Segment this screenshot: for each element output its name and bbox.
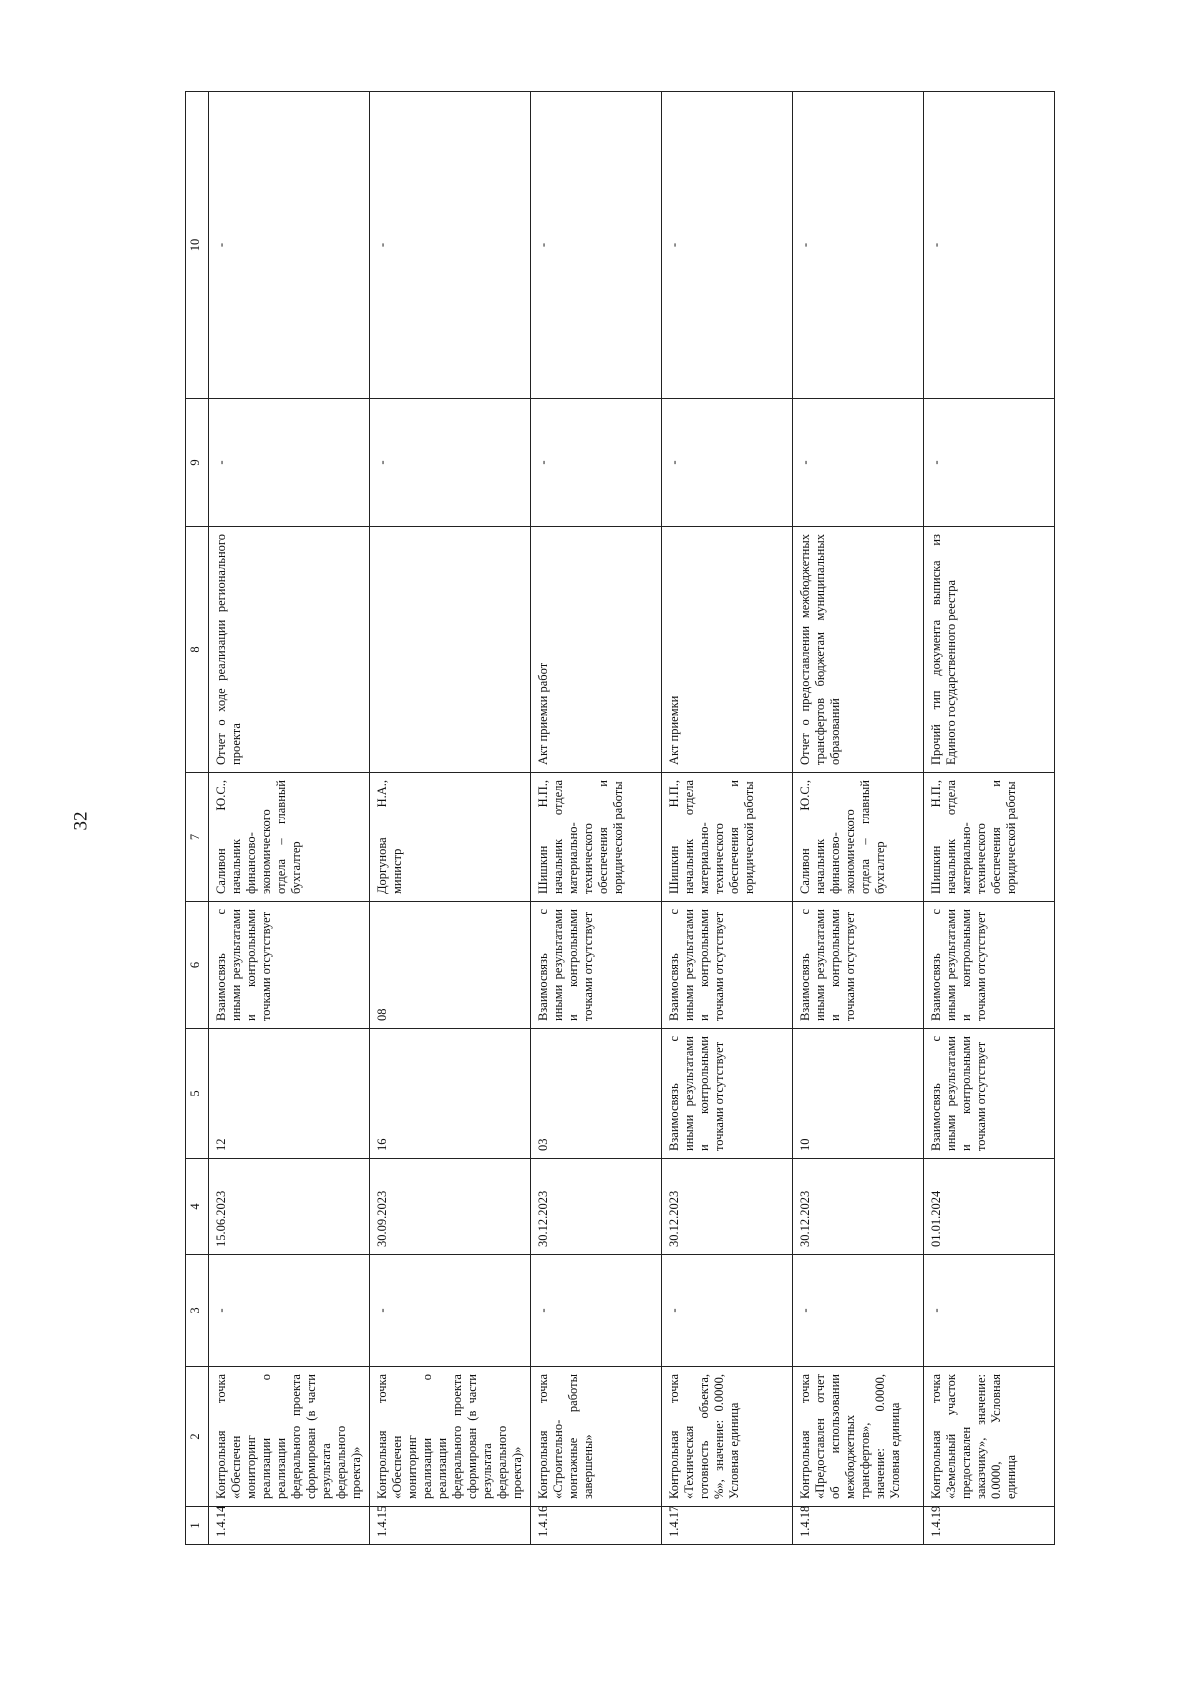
col6-value: Взаимосвязь с иными результатами и контрольными точками отсутствует [531, 902, 662, 1029]
row-number: 1.4.17 [662, 1507, 793, 1545]
col10-value: - [370, 92, 531, 399]
col6-value: Взаимосвязь с иными результатами и контрольными точками отсутствует [793, 902, 924, 1029]
col5-value: 12 [209, 1029, 370, 1159]
col6-value: Взаимосвязь с иными результатами и контрольными точками отсутствует [209, 902, 370, 1029]
row-number: 1.4.16 [531, 1507, 662, 1545]
col9-value: - [793, 399, 924, 527]
table-row [370, 92, 531, 1545]
control-point-name: Контрольная точка «Строительно-монтажные работы завершены» [531, 1367, 662, 1507]
header-cell: 9 [186, 399, 209, 527]
table-row [793, 92, 924, 1545]
responsible-person: Саливон Ю.С., начальник финансово-экономического отдела – главный бухгалтер [793, 773, 924, 902]
col3-value: - [531, 1255, 662, 1367]
col5-value: Взаимосвязь с иными результатами и контрольными точками отсутствует [662, 1029, 793, 1159]
responsible-person: Шишкин Н.П., начальник отдела материально-технического обеспечения и юридической работы [531, 773, 662, 902]
page-number: 32 [70, 811, 92, 831]
row-number: 1.4.14 [209, 1507, 370, 1545]
document-type: Отчет о ходе реализации регионального проекта [209, 527, 370, 773]
col6-value: Взаимосвязь с иными результатами и контрольными точками отсутствует [662, 902, 793, 1029]
row-number: 1.4.15 [370, 1507, 531, 1545]
col9-value: - [209, 399, 370, 527]
rotated-table-container [185, 92, 1075, 1545]
header-cell: 1 [186, 1507, 209, 1545]
date-value: 30.09.2023 [370, 1159, 531, 1255]
col3-value: - [370, 1255, 531, 1367]
responsible-person: Доргунова Н.А., министр [370, 773, 531, 902]
col5-value: 03 [531, 1029, 662, 1159]
col10-value: - [924, 92, 1055, 399]
responsible-person: Саливон Ю.С., начальник финансово-экономического отдела – главный бухгалтер [209, 773, 370, 902]
responsible-person: Шишкин Н.П., начальник отдела материально-технического обеспечения и юридической работы [662, 773, 793, 902]
col9-value: - [662, 399, 793, 527]
row-number: 1.4.19 [924, 1507, 1055, 1545]
col6-value: Взаимосвязь с иными результатами и контрольными точками отсутствует [924, 902, 1055, 1029]
col3-value: - [924, 1255, 1055, 1367]
document-type: Отчет о предоставлении межбюджетных трансфертов бюджетам муниципальных образований [793, 527, 924, 773]
header-row [186, 92, 209, 1545]
header-cell: 2 [186, 1367, 209, 1507]
col3-value: - [662, 1255, 793, 1367]
date-value: 30.12.2023 [662, 1159, 793, 1255]
col9-value: - [370, 399, 531, 527]
col9-value: - [531, 399, 662, 527]
col5-value: 16 [370, 1029, 531, 1159]
col10-value: - [662, 92, 793, 399]
document-type: Акт приемки [662, 527, 793, 773]
header-cell: 7 [186, 773, 209, 902]
table-row [924, 92, 1055, 1545]
control-point-name: Контрольная точка «Обеспечен мониторинг реализации о реализации федерального проекта сформирован (в части результата федерального проекта)» [370, 1367, 531, 1507]
document-type: Акт приемки работ [531, 527, 662, 773]
col5-value: 10 [793, 1029, 924, 1159]
header-cell: 4 [186, 1159, 209, 1255]
date-value: 30.12.2023 [531, 1159, 662, 1255]
date-value: 30.12.2023 [793, 1159, 924, 1255]
header-cell: 8 [186, 527, 209, 773]
date-value: 01.01.2024 [924, 1159, 1055, 1255]
col10-value: - [209, 92, 370, 399]
document-type: Прочий тип документа выписка из Единого государственного реестра [924, 527, 1055, 773]
document-type [370, 527, 531, 773]
header-cell: 5 [186, 1029, 209, 1159]
date-value: 15.06.2023 [209, 1159, 370, 1255]
table-row [209, 92, 370, 1545]
table-row [662, 92, 793, 1545]
col3-value: - [793, 1255, 924, 1367]
responsible-person: Шишкин Н.П., начальник отдела материально-технического обеспечения и юридической работы [924, 773, 1055, 902]
header-cell: 6 [186, 902, 209, 1029]
col10-value: - [531, 92, 662, 399]
row-number: 1.4.18 [793, 1507, 924, 1545]
col6-value: 08 [370, 902, 531, 1029]
control-point-name: Контрольная точка «Обеспечен мониторинг реализации о реализации федерального проекта сформирован (в части результата федерального проекта)» [209, 1367, 370, 1507]
control-points-table [185, 91, 1055, 1545]
col9-value: - [924, 399, 1055, 527]
control-point-name: Контрольная точка «Техническая готовность объекта, %», значение: 0.0000, Условная единица [662, 1367, 793, 1507]
header-cell: 3 [186, 1255, 209, 1367]
table-row [531, 92, 662, 1545]
col3-value: - [209, 1255, 370, 1367]
header-cell: 10 [186, 92, 209, 399]
control-point-name: Контрольная точка «Предоставлен отчет об использовании межбюджетных трансфертов», значение: 0.0000, Условная единица [793, 1367, 924, 1507]
col5-value: Взаимосвязь с иными результатами и контрольными точками отсутствует [924, 1029, 1055, 1159]
control-point-name: Контрольная точка «Земельный участок предоставлен заказчику», значение: 0.0000, Условная единица [924, 1367, 1055, 1507]
col10-value: - [793, 92, 924, 399]
